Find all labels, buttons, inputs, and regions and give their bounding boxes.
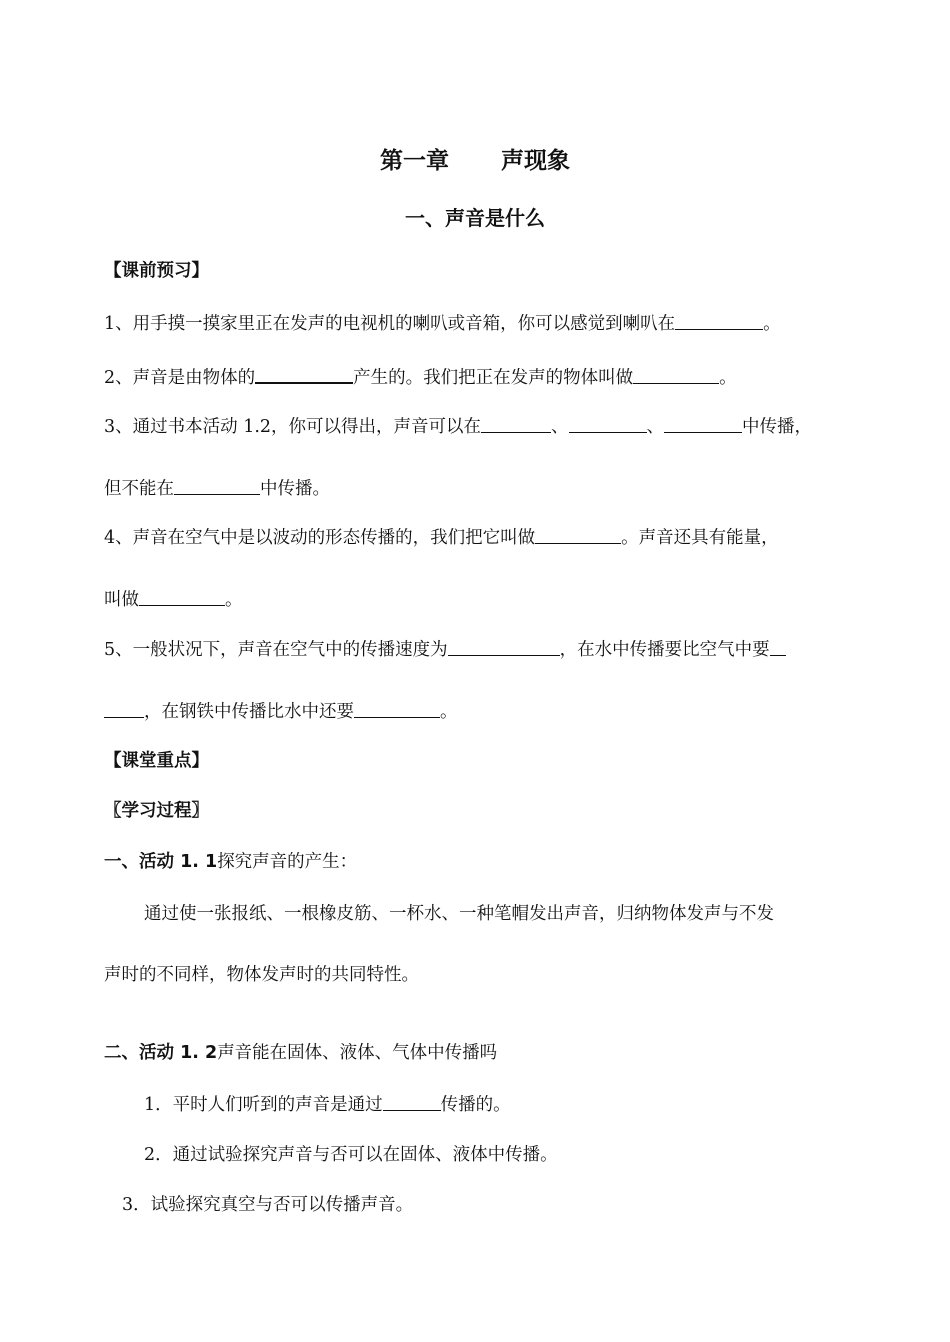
question-3-line2-a: 但不能在 xyxy=(104,479,174,499)
answer-blank[interactable] xyxy=(255,364,353,384)
section-title: 一、声音是什么 xyxy=(405,206,545,230)
focus-heading: 【课堂重点】 xyxy=(104,751,209,771)
chapter-subject: 声现象 xyxy=(501,148,570,174)
question-5-text-b: ，在水中传播要比空气中要 xyxy=(559,640,770,660)
answer-blank[interactable] xyxy=(569,414,647,433)
question-4-line2-a: 叫做 xyxy=(104,590,139,610)
question-5-line2-a: ，在钢铁中传播比水中还要 xyxy=(144,702,354,722)
answer-blank[interactable] xyxy=(354,699,440,718)
question-3-line-2 xyxy=(104,476,850,501)
question-2 xyxy=(104,364,850,390)
activity-2-item-1-text-a: 1．平时人们听到的声音是通过 xyxy=(144,1095,383,1115)
punctuation: 。 xyxy=(719,368,737,388)
activity-1-title: 探究声音的产生： xyxy=(217,852,358,872)
question-4-text-a: 4、声音在空气中是以波动的形态传播的，我们把它叫做 xyxy=(104,528,536,548)
answer-blank[interactable] xyxy=(664,414,742,433)
question-3-text-a: 3、通过书本活动 1.2，你可以得出，声音可以在 xyxy=(104,417,482,437)
activity-1-body-line-1: 通过使一张报纸、一根橡皮筋、一杯水、一种笔帽发出声音，归纳物体发声与不发 xyxy=(144,904,774,924)
question-3-text-b: 中传播， xyxy=(742,417,813,437)
activity-2-title: 声音能在固体、液体、气体中传播吗 xyxy=(217,1043,498,1063)
punctuation: 。 xyxy=(763,314,781,334)
activity-1-label: 一、活动 1. 1 xyxy=(104,852,218,872)
answer-blank[interactable] xyxy=(481,414,551,433)
activity-2-label: 二、活动 1. 2 xyxy=(104,1043,218,1063)
answer-blank[interactable] xyxy=(770,637,786,656)
activity-2-item-1 xyxy=(144,1092,850,1117)
answer-blank-continued[interactable] xyxy=(104,699,144,718)
activity-1-body-line-2: 声时的不同样，物体发声时的共同特性。 xyxy=(104,965,419,985)
punctuation: 。 xyxy=(225,590,243,610)
question-4-text-b: 。声音还具有能量， xyxy=(621,528,779,548)
question-2-text-a: 2、声音是由物体的 xyxy=(104,368,256,388)
question-5-line-1 xyxy=(104,637,850,662)
answer-blank[interactable] xyxy=(383,1092,441,1111)
answer-blank[interactable] xyxy=(535,525,621,544)
punctuation: 。 xyxy=(440,702,458,722)
chapter-title: 第一章 xyxy=(380,148,449,174)
answer-blank[interactable] xyxy=(448,637,560,656)
answer-blank[interactable] xyxy=(139,587,225,606)
question-4-line-1 xyxy=(104,525,850,550)
separator: 、 xyxy=(551,417,569,437)
activity-2-item-2: 2．通过试验探究声音与否可以在固体、液体中传播。 xyxy=(144,1145,558,1165)
activity-2-item-3: 3．试验探究真空与否可以传播声音。 xyxy=(122,1195,414,1215)
preview-heading: 【课前预习】 xyxy=(104,261,209,281)
question-1-text: 1、用手摸一摸家里正在发声的电视机的喇叭或音箱，你可以感觉到喇叭在 xyxy=(104,314,676,334)
answer-blank[interactable] xyxy=(633,365,719,384)
question-3-line-1 xyxy=(104,414,850,439)
question-4-line-2 xyxy=(104,587,850,612)
answer-blank[interactable] xyxy=(675,311,763,330)
activity-2-item-1-text-b: 传播的。 xyxy=(440,1095,511,1115)
question-5-line-2 xyxy=(104,699,850,724)
process-heading: 〖学习过程〗 xyxy=(104,801,209,821)
answer-blank[interactable] xyxy=(174,476,260,495)
separator: 、 xyxy=(646,417,665,437)
activity-1-heading xyxy=(104,850,850,874)
question-3-line2-b: 中传播。 xyxy=(260,479,330,499)
question-2-text-b: 产生的。我们把正在发声的物体叫做 xyxy=(353,368,634,388)
question-5-text-a: 5、一般状况下，声音在空气中的传播速度为 xyxy=(104,640,448,660)
chapter-heading xyxy=(0,146,950,176)
activity-2-heading xyxy=(104,1041,850,1065)
question-1 xyxy=(104,311,850,336)
